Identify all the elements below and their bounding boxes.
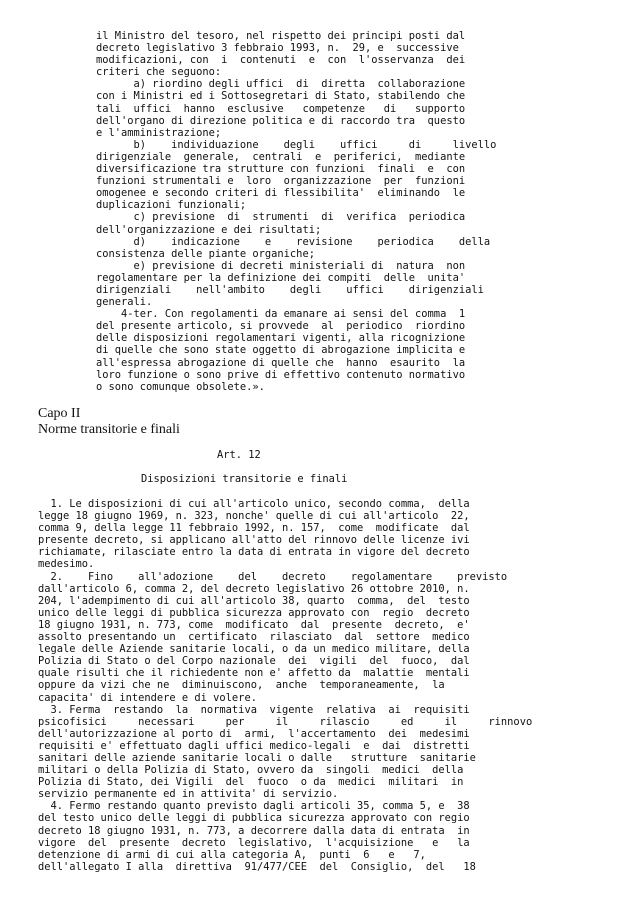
body-line: comma 9, della legge 11 febbraio 1992, n. 157, come modificate dal <box>38 522 470 535</box>
continuation-line: delle disposizioni regolamentari vigenti, alla ricognizione <box>96 332 466 345</box>
continuation-line: diversificazione tra strutture con funzioni finali e con <box>96 163 466 176</box>
body-line: decreto 18 giugno 1931, n. 773, a decorrere dalla data di entrata in <box>38 824 470 837</box>
continuation-line: modificazioni, con i contenuti e con l'osservanza dei <box>96 54 466 67</box>
continuation-line: del presente articolo, si provvede al periodico riordino <box>96 320 466 333</box>
continuation-line: 4-ter. Con regolamenti da emanare ai sensi del comma 1 <box>96 308 466 321</box>
body-line: 2. Fino all'adozione del decreto regolamentare previsto <box>38 570 508 583</box>
continuation-line: duplicazioni funzionali; <box>96 199 247 212</box>
body-line: oppure da vizi che ne diminuiscono, anche temporaneamente, la <box>38 679 445 692</box>
continuation-line: dirigenziali nell'ambito degli uffici dirigenziali <box>96 283 484 296</box>
continuation-line: all'espressa abrogazione di quelle che hanno esaurito la <box>96 356 466 369</box>
chapter-title: Norme transitorie e finali <box>38 422 180 437</box>
body-line: legge 18 giugno 1969, n. 323, nonche' quelle di cui all'articolo 22, <box>38 510 470 523</box>
article-title: Disposizioni transitorie e finali <box>141 473 348 485</box>
continuation-line: b) individuazione degli uffici di livello <box>96 138 497 151</box>
continuation-line: regolamentare per la definizione dei compiti delle unita' <box>96 271 466 284</box>
body-line: quale risulti che il richiedente non e' affetto da malattie mentali <box>38 667 470 680</box>
continuation-line: dell'organizzazione e dei risultati; <box>96 223 322 236</box>
body-line: servizio permanente ed in attivita' di servizio. <box>38 788 339 801</box>
body-line: dall'articolo 6, comma 2, del decreto legislativo 26 ottobre 2010, n. <box>38 582 470 595</box>
continuation-line: dell'organo di direzione politica e di raccordo tra questo <box>96 114 466 127</box>
continuation-line: di quelle che sono state oggetto di abrogazione implicita e <box>96 344 466 357</box>
body-line: sanitari delle aziende sanitarie locali o dalle strutture sanitarie <box>38 751 476 764</box>
body-line: detenzione di armi di cui alla categoria A, punti 6 e 7, <box>38 848 426 861</box>
continuation-line: funzioni strumentali e loro organizzazione per funzioni <box>96 175 466 188</box>
body-line: militari o della Polizia di Stato, ovvero da singoli medici della <box>38 764 464 777</box>
body-line: richiamate, rilasciate entro la data di entrata in vigore del decreto <box>38 546 470 559</box>
body-line: 1. Le disposizioni di cui all'articolo unico, secondo comma, della <box>38 498 470 510</box>
continuation-line: criteri che seguono: <box>96 66 222 79</box>
article-body <box>38 498 532 873</box>
body-line: del testo unico delle leggi di pubblica sicurezza approvato con regio <box>38 812 470 825</box>
continuation-line: tali uffici hanno esclusive competenze di supporto <box>96 102 466 115</box>
body-line: vigore del presente decreto legislativo, l'acquisizione e la <box>38 836 470 849</box>
body-line: 4. Fermo restando quanto previsto dagli articoli 35, comma 5, e 38 <box>38 800 470 813</box>
continuation-line: loro funzione o sono prive di effettivo contenuto normativo <box>96 368 466 381</box>
body-line: unico delle leggi di pubblica sicurezza approvato con regio decreto <box>38 606 470 619</box>
article-number: Art. 12 <box>217 449 261 461</box>
body-line: 18 giugno 1931, n. 773, come modificato dal presente decreto, e' <box>38 618 470 631</box>
body-line: dell'allegato I alla direttiva 91/477/CEE del Consiglio, del 18 <box>38 860 476 873</box>
body-line: psicofisici necessari per il rilascio ed il rinnovo <box>38 715 533 728</box>
continuation-line: consistenza delle piante organiche; <box>96 247 315 260</box>
continuation-line: d) indicazione e revisione periodica della <box>96 235 491 248</box>
body-line: medesimo. <box>38 558 95 571</box>
chapter-heading <box>38 406 180 438</box>
continuation-line: generali. <box>96 296 153 309</box>
body-line: legale delle Aziende sanitarie locali, o da un medico militare, della <box>38 643 470 656</box>
chapter-number: Capo II <box>38 406 81 421</box>
continuation-line: a) riordino degli uffici di diretta collaborazione <box>96 78 466 91</box>
continuation-line: o sono comunque obsolete.». <box>96 380 265 393</box>
continuation-line: il Ministro del tesoro, nel rispetto dei principi posti dal <box>96 30 466 42</box>
body-line: 3. Ferma restando la normativa vigente relativa ai requisiti <box>38 703 470 716</box>
continuation-line: e l'amministrazione; <box>96 126 222 139</box>
body-line: 204, l'adempimento di cui all'articolo 38, quarto comma, del testo <box>38 594 470 607</box>
continuation-line: c) previsione di strumenti di verifica periodica <box>96 211 466 224</box>
continuation-line: con i Ministri ed i Sottosegretari di Stato, stabilendo che <box>96 90 466 103</box>
body-line: capacita' di intendere e di volere. <box>38 691 257 704</box>
body-line: presente decreto, si applicano all'atto del rinnovo delle licenze ivi <box>38 534 470 547</box>
continuation-line: decreto legislativo 3 febbraio 1993, n. 29, e successive <box>96 42 459 55</box>
continuation-line: omogenee e secondo criteri di flessibilita' eliminando le <box>96 187 466 200</box>
body-line: requisiti e' effettuato dagli uffici medico-legali e dai distretti <box>38 739 470 752</box>
body-line: assolto presentando un certificato rilasciato dal settore medico <box>38 631 470 644</box>
body-line: Polizia di Stato o del Corpo nazionale dei vigili del fuoco, dal <box>38 655 470 668</box>
body-line: Polizia di Stato, dei Vigili del fuoco o da medici militari in <box>38 776 464 789</box>
continuation-line: dirigenziale generale, centrali e periferici, mediante <box>96 150 466 163</box>
continuation-line: e) previsione di decreti ministeriali di natura non <box>96 259 466 272</box>
body-line: dell'autorizzazione al porto di armi, l'accertamento dei medesimi <box>38 727 470 740</box>
continuation-text <box>96 30 496 393</box>
